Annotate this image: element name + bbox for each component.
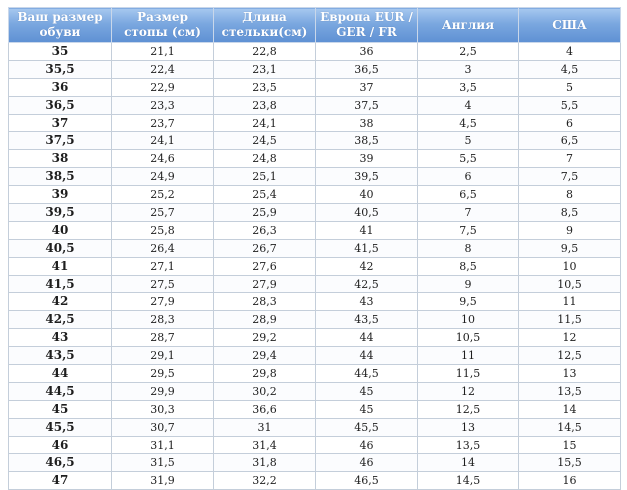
cell-insole-length: 24,8 (214, 150, 316, 168)
cell-foot-size: 28,7 (112, 329, 214, 347)
cell-foot-size: 24,9 (112, 168, 214, 186)
cell-your-size: 47 (9, 472, 112, 490)
cell-usa: 9,5 (519, 239, 621, 257)
cell-foot-size: 30,3 (112, 400, 214, 418)
cell-europe: 42 (316, 257, 418, 275)
cell-uk: 3 (418, 60, 519, 78)
cell-foot-size: 25,2 (112, 186, 214, 204)
cell-insole-length: 32,2 (214, 472, 316, 490)
cell-uk: 6 (418, 168, 519, 186)
cell-foot-size: 31,5 (112, 454, 214, 472)
cell-uk: 13 (418, 418, 519, 436)
cell-your-size: 37,5 (9, 132, 112, 150)
header-europe: Европа EUR / GER / FR (316, 8, 418, 43)
cell-insole-length: 31,8 (214, 454, 316, 472)
cell-uk: 8,5 (418, 257, 519, 275)
cell-usa: 16 (519, 472, 621, 490)
cell-your-size: 40 (9, 221, 112, 239)
table-row (9, 186, 621, 204)
cell-usa: 6 (519, 114, 621, 132)
table-row (9, 150, 621, 168)
cell-insole-length: 27,9 (214, 275, 316, 293)
cell-usa: 13,5 (519, 382, 621, 400)
table-row (9, 347, 621, 365)
cell-insole-length: 23,8 (214, 96, 316, 114)
table-row (9, 311, 621, 329)
cell-usa: 7,5 (519, 168, 621, 186)
cell-usa: 10 (519, 257, 621, 275)
cell-insole-length: 28,3 (214, 293, 316, 311)
cell-europe: 39,5 (316, 168, 418, 186)
cell-your-size: 35 (9, 43, 112, 61)
cell-europe: 37,5 (316, 96, 418, 114)
cell-foot-size: 29,1 (112, 347, 214, 365)
cell-europe: 46 (316, 436, 418, 454)
cell-europe: 46 (316, 454, 418, 472)
cell-foot-size: 27,5 (112, 275, 214, 293)
cell-insole-length: 23,5 (214, 78, 316, 96)
cell-foot-size: 29,5 (112, 365, 214, 383)
cell-insole-length: 29,4 (214, 347, 316, 365)
cell-uk: 12,5 (418, 400, 519, 418)
cell-foot-size: 22,4 (112, 60, 214, 78)
cell-insole-length: 22,8 (214, 43, 316, 61)
table-row (9, 78, 621, 96)
cell-foot-size: 24,1 (112, 132, 214, 150)
cell-uk: 11 (418, 347, 519, 365)
cell-usa: 6,5 (519, 132, 621, 150)
cell-your-size: 42 (9, 293, 112, 311)
cell-europe: 36 (316, 43, 418, 61)
cell-uk: 11,5 (418, 365, 519, 383)
cell-usa: 9 (519, 221, 621, 239)
cell-usa: 15 (519, 436, 621, 454)
cell-insole-length: 26,3 (214, 221, 316, 239)
header-row (9, 8, 621, 43)
cell-foot-size: 23,3 (112, 96, 214, 114)
header-insole-length: Длина стельки(см) (214, 8, 316, 43)
cell-insole-length: 26,7 (214, 239, 316, 257)
cell-your-size: 46,5 (9, 454, 112, 472)
table-row (9, 329, 621, 347)
cell-usa: 5,5 (519, 96, 621, 114)
cell-foot-size: 26,4 (112, 239, 214, 257)
cell-europe: 38 (316, 114, 418, 132)
cell-europe: 40,5 (316, 204, 418, 222)
cell-europe: 44 (316, 347, 418, 365)
cell-foot-size: 27,9 (112, 293, 214, 311)
cell-insole-length: 31,4 (214, 436, 316, 454)
cell-uk: 2,5 (418, 43, 519, 61)
table-row (9, 257, 621, 275)
cell-your-size: 45,5 (9, 418, 112, 436)
cell-your-size: 39,5 (9, 204, 112, 222)
cell-uk: 4,5 (418, 114, 519, 132)
header-foot-size: Размер стопы (см) (112, 8, 214, 43)
cell-your-size: 45 (9, 400, 112, 418)
cell-your-size: 37 (9, 114, 112, 132)
cell-insole-length: 24,5 (214, 132, 316, 150)
cell-insole-length: 23,1 (214, 60, 316, 78)
cell-europe: 41 (316, 221, 418, 239)
cell-insole-length: 29,2 (214, 329, 316, 347)
cell-your-size: 41,5 (9, 275, 112, 293)
cell-europe: 43,5 (316, 311, 418, 329)
cell-your-size: 41 (9, 257, 112, 275)
cell-foot-size: 21,1 (112, 43, 214, 61)
cell-usa: 14 (519, 400, 621, 418)
table-row (9, 168, 621, 186)
cell-insole-length: 29,8 (214, 365, 316, 383)
cell-your-size: 40,5 (9, 239, 112, 257)
cell-insole-length: 30,2 (214, 382, 316, 400)
cell-uk: 6,5 (418, 186, 519, 204)
cell-insole-length: 24,1 (214, 114, 316, 132)
cell-europe: 36,5 (316, 60, 418, 78)
cell-usa: 4 (519, 43, 621, 61)
cell-insole-length: 28,9 (214, 311, 316, 329)
table-row (9, 400, 621, 418)
cell-foot-size: 25,7 (112, 204, 214, 222)
cell-insole-length: 25,4 (214, 186, 316, 204)
cell-usa: 10,5 (519, 275, 621, 293)
table-row (9, 221, 621, 239)
cell-europe: 44,5 (316, 365, 418, 383)
cell-your-size: 38,5 (9, 168, 112, 186)
cell-usa: 5 (519, 78, 621, 96)
cell-usa: 11,5 (519, 311, 621, 329)
cell-uk: 7,5 (418, 221, 519, 239)
cell-europe: 40 (316, 186, 418, 204)
cell-foot-size: 25,8 (112, 221, 214, 239)
cell-foot-size: 31,1 (112, 436, 214, 454)
cell-uk: 4 (418, 96, 519, 114)
cell-uk: 5 (418, 132, 519, 150)
cell-uk: 10 (418, 311, 519, 329)
cell-europe: 45 (316, 400, 418, 418)
cell-usa: 4,5 (519, 60, 621, 78)
cell-uk: 3,5 (418, 78, 519, 96)
cell-your-size: 46 (9, 436, 112, 454)
cell-uk: 14,5 (418, 472, 519, 490)
cell-uk: 5,5 (418, 150, 519, 168)
cell-insole-length: 27,6 (214, 257, 316, 275)
table-row (9, 96, 621, 114)
table-row (9, 418, 621, 436)
cell-uk: 8 (418, 239, 519, 257)
table-row (9, 60, 621, 78)
cell-usa: 13 (519, 365, 621, 383)
table-row (9, 114, 621, 132)
cell-insole-length: 36,6 (214, 400, 316, 418)
cell-europe: 41,5 (316, 239, 418, 257)
cell-your-size: 44 (9, 365, 112, 383)
cell-foot-size: 30,7 (112, 418, 214, 436)
cell-insole-length: 25,9 (214, 204, 316, 222)
table-row (9, 436, 621, 454)
cell-europe: 42,5 (316, 275, 418, 293)
table-row (9, 239, 621, 257)
cell-usa: 8 (519, 186, 621, 204)
cell-uk: 9 (418, 275, 519, 293)
cell-insole-length: 25,1 (214, 168, 316, 186)
cell-uk: 13,5 (418, 436, 519, 454)
cell-your-size: 38 (9, 150, 112, 168)
cell-foot-size: 22,9 (112, 78, 214, 96)
cell-europe: 45 (316, 382, 418, 400)
cell-your-size: 36,5 (9, 96, 112, 114)
cell-insole-length: 31 (214, 418, 316, 436)
table-row (9, 275, 621, 293)
cell-your-size: 43,5 (9, 347, 112, 365)
shoe-size-table (8, 7, 621, 490)
cell-foot-size: 23,7 (112, 114, 214, 132)
cell-usa: 8,5 (519, 204, 621, 222)
cell-foot-size: 24,6 (112, 150, 214, 168)
table-row (9, 132, 621, 150)
cell-uk: 14 (418, 454, 519, 472)
cell-europe: 43 (316, 293, 418, 311)
cell-europe: 37 (316, 78, 418, 96)
cell-usa: 15,5 (519, 454, 621, 472)
table-row (9, 204, 621, 222)
table-body (9, 43, 621, 490)
cell-foot-size: 27,1 (112, 257, 214, 275)
cell-foot-size: 28,3 (112, 311, 214, 329)
size-chart-container (8, 7, 620, 490)
cell-uk: 7 (418, 204, 519, 222)
cell-europe: 46,5 (316, 472, 418, 490)
header-usa: США (519, 8, 621, 43)
cell-foot-size: 29,9 (112, 382, 214, 400)
header-uk: Англия (418, 8, 519, 43)
cell-europe: 38,5 (316, 132, 418, 150)
cell-your-size: 39 (9, 186, 112, 204)
cell-your-size: 42,5 (9, 311, 112, 329)
table-row (9, 365, 621, 383)
cell-europe: 39 (316, 150, 418, 168)
cell-uk: 9,5 (418, 293, 519, 311)
cell-usa: 11 (519, 293, 621, 311)
table-row (9, 43, 621, 61)
cell-your-size: 44,5 (9, 382, 112, 400)
cell-uk: 12 (418, 382, 519, 400)
cell-usa: 12,5 (519, 347, 621, 365)
table-row (9, 472, 621, 490)
cell-usa: 14,5 (519, 418, 621, 436)
cell-your-size: 36 (9, 78, 112, 96)
cell-europe: 45,5 (316, 418, 418, 436)
table-row (9, 454, 621, 472)
cell-foot-size: 31,9 (112, 472, 214, 490)
cell-usa: 12 (519, 329, 621, 347)
cell-europe: 44 (316, 329, 418, 347)
table-row (9, 293, 621, 311)
table-row (9, 382, 621, 400)
header-your-size: Ваш размер обуви (9, 8, 112, 43)
cell-usa: 7 (519, 150, 621, 168)
cell-your-size: 43 (9, 329, 112, 347)
cell-uk: 10,5 (418, 329, 519, 347)
cell-your-size: 35,5 (9, 60, 112, 78)
